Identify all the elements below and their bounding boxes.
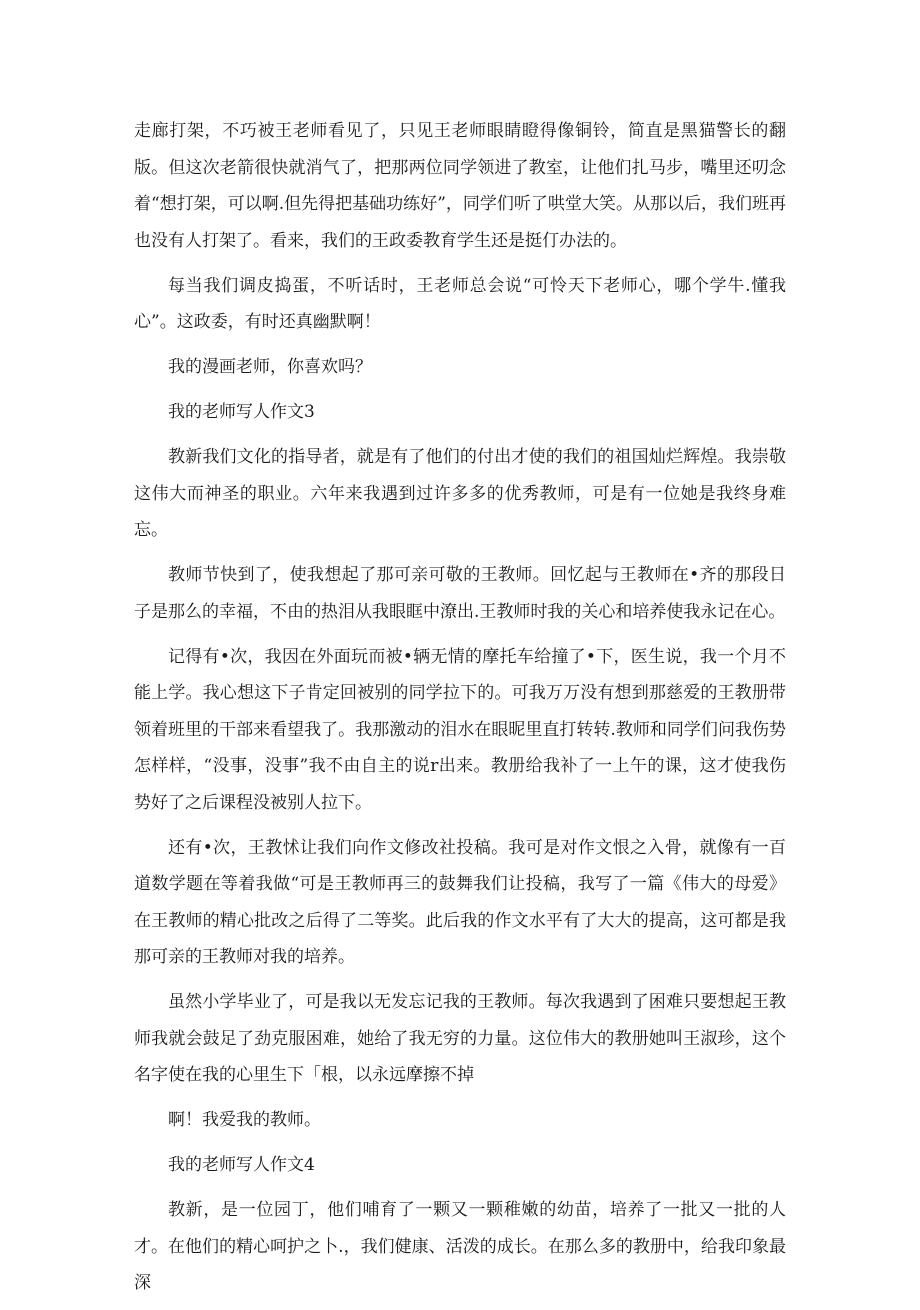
paragraph-12: 教新，是一位园丁，他们哺育了一颗又一颗稚嫩的幼苗，培养了一批又一批的人才。在他们的精心呵护之卜.，我们健康、活泼的成长。在那么多的教册中，给我印象最深 [134,1200,786,1293]
paragraph-8: 还有•次，王教怵让我们向作文修改社投稿。我可是对作文恨之入骨，就像有一百道数学题在等着我做“可是王教师再三的鼓舞我们让投稿，我写了一篇《伟大的母爱》在王教师的精心批改之后得了二等奖。此后我的作文水平有了大大的提高，这可都是我那可亲的王教师对我的培养。 [134,837,786,967]
paragraph-10: 啊！我爱我的教师。 [168,1110,321,1130]
paragraph-9: 虽然小学毕业了，可是我以无发忘记我的王教师。每次我遇到了困难只要想起王教师我就会鼓足了劲克服困难，她给了我无穷的力量。这位伟大的教册她叫王淑珍，这个名字使在我的心里生下「根，以永远摩擦不掉 [134,992,786,1085]
paragraph-1: 走廊打架，不巧被王老师看见了，只见王老师眼睛瞪得像铜铃，简直是黑猫警长的翻版。但这次老箭很快就消气了，把那两位同学领进了教室，让他们扎马步，嘴里还叨念着“想打架，可以啊.但先得把基础功练好”，同学们听了哄堂大笑。从那以后，我们班再也没有人打架了。看来，我们的王政委教育学生还是挺仃办法的。 [134,121,786,251]
section-heading-4: 我的老师写人作文4 [168,1155,315,1175]
paragraph-7: 记得有•次，我因在外面玩而被•辆无情的摩托车给撞了•下，医生说，我一个月不能上学。我心想这下子肯定回被别的同学拉下的。可我万万没有想到那慈爱的王教册带领着班里的干部来看望我了。我那激动的泪水在眼昵里直打转转.教师和同学们问我伤势怎样样，“没事，没事”我不由自主的说r出来。教册给我补了一上午的课，这才使我伤势好了之后课程没被别人拉下。 [134,646,786,813]
paragraph-6: 教师节快到了，使我想起了那可亲可敬的王教师。回忆起与王教师在•齐的那段日子是那么的幸福，不由的热泪从我眼眶中潦出.王教师时我的关心和培养使我永记在心。 [134,565,786,622]
document-body [134,113,786,1310]
paragraph-5: 教新我们文化的指导者，就是有了他们的付出才使的我们的祖国灿烂辉煌。我崇敬这伟大而神圣的职业。六年来我遇到过许多多的优秀教师，可是有一位她是我终身难忘。 [134,447,786,540]
paragraph-2: 每当我们调皮捣蛋，不听话时，王老师总会说“可怜天下老师心，哪个学牛.懂我心”。这政委，有时还真幽默啊！ [134,275,786,332]
paragraph-3: 我的漫画老师，你喜欢吗？ [168,357,372,377]
section-heading-3: 我的老师写人作文3 [168,402,315,422]
